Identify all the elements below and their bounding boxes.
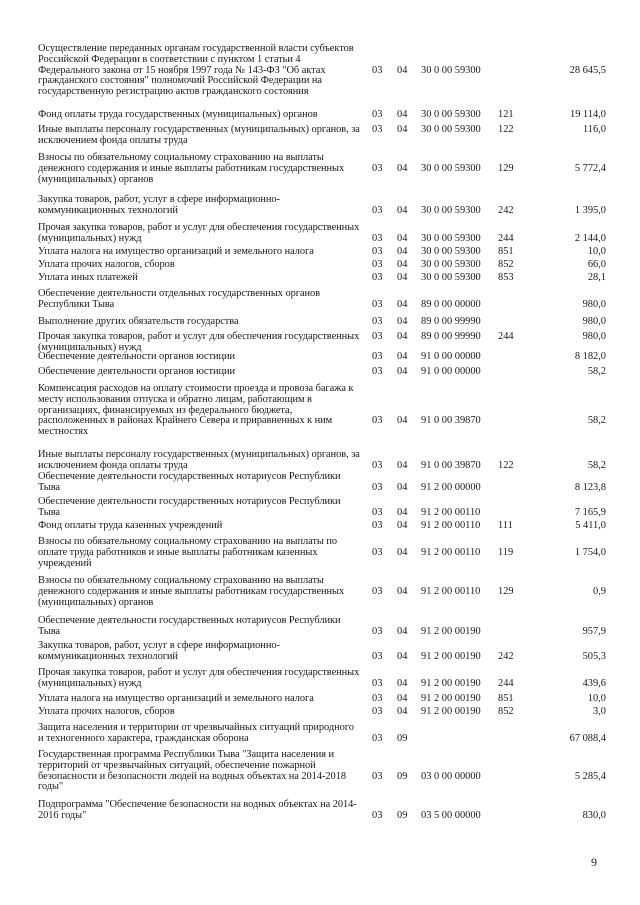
expense-type-code: 242 xyxy=(498,204,514,216)
row-name: Закупка товаров, работ, услуг в сфере информационно-коммуникационных технологий xyxy=(38,640,280,662)
amount: 439,6 xyxy=(582,677,606,689)
table-row xyxy=(0,260,640,271)
target-article-code: 30 0 00 59300 xyxy=(421,109,481,120)
row-name: Прочая закупка товаров, работ и услуг для обеспечения государственных (муниципальных) нужд xyxy=(38,222,360,244)
row-name: Взносы по обязательному социальному страхованию на выплаты денежного содержания и иные выплаты работникам государственных (муниципальных) органов xyxy=(38,575,345,608)
subsection-code: 04 xyxy=(397,298,408,310)
target-article-code: 91 2 00 00000 xyxy=(421,481,481,493)
subsection-code: 04 xyxy=(397,366,408,377)
row-name: Уплата прочих налогов, сборов xyxy=(38,259,175,270)
row-name: Обеспечение деятельности органов юстиции xyxy=(38,366,235,377)
row-name: Уплата прочих налогов, сборов xyxy=(38,706,175,717)
subsection-code: 04 xyxy=(397,109,408,120)
subsection-code: 04 xyxy=(397,677,408,689)
row-name: Компенсация расходов на оплату стоимости проезда и провоза багажа к месту использования отпуска и обратно лицам, работающим в организациях, финансируемых из федерального бюджета, расположенных в районах Крайнего Севера и приравненных к ним местностях xyxy=(38,383,354,438)
amount: 116,0 xyxy=(583,124,606,135)
section-code: 03 xyxy=(372,732,383,744)
row-name: Обеспечение деятельности государственных нотариусов Республики Тыва xyxy=(38,471,341,493)
expense-type-code: 129 xyxy=(498,162,514,174)
subsection-code: 04 xyxy=(397,64,408,76)
expense-type-code: 111 xyxy=(498,520,513,531)
row-name: Фонд оплаты труда казенных учреждений xyxy=(38,520,223,531)
expense-type-code: 122 xyxy=(498,124,514,135)
section-code: 03 xyxy=(372,109,383,120)
row-name: Обеспечение деятельности государственных нотариусов Республики Тыва xyxy=(38,496,341,518)
subsection-code: 04 xyxy=(397,693,408,704)
table-row xyxy=(0,723,640,745)
subsection-code: 04 xyxy=(397,520,408,531)
target-article-code: 30 0 00 59300 xyxy=(421,124,481,135)
row-name: Уплата налога на имущество организаций и земельного налога xyxy=(38,246,314,257)
table-row xyxy=(0,641,640,663)
table-row xyxy=(0,352,640,363)
page-number: 9 xyxy=(591,855,597,869)
section-code: 03 xyxy=(372,259,383,270)
row-name: Фонд оплаты труда государственных (муниципальных) органов xyxy=(38,109,318,120)
table-row xyxy=(0,497,640,519)
row-name: Выполнение других обязательств государства xyxy=(38,316,239,327)
amount: 1 754,0 xyxy=(574,546,606,558)
target-article-code: 91 0 00 00000 xyxy=(421,351,481,362)
table-row xyxy=(0,273,640,284)
amount: 19 114,0 xyxy=(570,109,606,120)
amount: 66,0 xyxy=(587,259,606,270)
section-code: 03 xyxy=(372,204,383,216)
table-row xyxy=(0,800,640,822)
table-row xyxy=(0,367,640,378)
section-code: 03 xyxy=(372,481,383,493)
amount: 8 123,8 xyxy=(574,481,606,493)
table-row xyxy=(0,537,640,569)
subsection-code: 04 xyxy=(397,546,408,558)
section-code: 03 xyxy=(372,706,383,717)
amount: 957,9 xyxy=(582,625,606,637)
amount: 1 395,0 xyxy=(574,204,606,216)
target-article-code: 91 2 00 00110 xyxy=(421,506,481,518)
row-name: Иные выплаты персоналу государственных (муниципальных) органов, за исключением фонда оплаты труда xyxy=(38,449,360,471)
section-code: 03 xyxy=(372,809,383,821)
target-article-code: 91 2 00 00190 xyxy=(421,625,481,637)
row-name: Прочая закупка товаров, работ и услуг для обеспечения государственных (муниципальных) нужд xyxy=(38,331,360,353)
table-row xyxy=(0,317,640,328)
subsection-code: 09 xyxy=(397,770,408,782)
section-code: 03 xyxy=(372,693,383,704)
subsection-code: 04 xyxy=(397,625,408,637)
table-row xyxy=(0,450,640,472)
table-row xyxy=(0,125,640,147)
expense-type-code: 851 xyxy=(498,693,514,704)
expense-type-code: 122 xyxy=(498,459,514,471)
amount: 5 285,4 xyxy=(574,770,606,782)
expense-type-code: 129 xyxy=(498,585,514,597)
table-row xyxy=(0,616,640,638)
expense-type-code: 244 xyxy=(498,677,514,689)
expense-type-code: 242 xyxy=(498,650,514,662)
subsection-code: 04 xyxy=(397,506,408,518)
subsection-code: 04 xyxy=(397,204,408,216)
table-row xyxy=(0,44,640,109)
amount: 10,0 xyxy=(587,693,606,704)
section-code: 03 xyxy=(372,520,383,531)
target-article-code: 91 2 00 00190 xyxy=(421,693,481,704)
amount: 58,2 xyxy=(587,459,606,471)
amount: 830,0 xyxy=(582,809,606,821)
amount: 67 088,4 xyxy=(569,732,606,744)
section-code: 03 xyxy=(372,366,383,377)
table-row xyxy=(0,694,640,705)
expense-type-code: 121 xyxy=(498,109,514,120)
table-row xyxy=(0,153,640,185)
section-code: 03 xyxy=(372,64,383,76)
target-article-code: 30 0 00 59300 xyxy=(421,162,481,174)
section-code: 03 xyxy=(372,272,383,283)
target-article-code: 30 0 00 59300 xyxy=(421,232,481,244)
row-name: Осуществление переданных органам государственной власти субъектов Российской Федерации в соответствии с пунктом 1 статьи 4 Федерального закона от 15 ноября 1997 года № 143-ФЗ "Об актах гражданского состояния" полномочий Российской Федерации на государственную регистрацию актов гражданского состояния xyxy=(38,43,354,98)
subsection-code: 04 xyxy=(397,706,408,717)
table-row xyxy=(0,384,640,449)
target-article-code: 03 0 00 00000 xyxy=(421,770,481,782)
target-article-code: 89 0 00 99990 xyxy=(421,316,481,327)
subsection-code: 04 xyxy=(397,459,408,471)
row-name: Обеспечение деятельности органов юстиции xyxy=(38,351,235,362)
subsection-code: 04 xyxy=(397,162,408,174)
table-row xyxy=(0,289,640,311)
amount: 28,1 xyxy=(587,272,606,283)
row-name: Обеспечение деятельности государственных нотариусов Республики Тыва xyxy=(38,615,341,637)
row-name: Прочая закупка товаров, работ и услуг для обеспечения государственных (муниципальных) нужд xyxy=(38,667,360,689)
section-code: 03 xyxy=(372,415,383,427)
target-article-code: 89 0 00 00000 xyxy=(421,298,481,310)
expense-type-code: 119 xyxy=(498,546,514,558)
subsection-code: 04 xyxy=(397,259,408,270)
target-article-code: 91 2 00 00110 xyxy=(421,520,481,531)
subsection-code: 09 xyxy=(397,732,408,744)
target-article-code: 03 5 00 00000 xyxy=(421,809,481,821)
expense-type-code: 244 xyxy=(498,232,514,244)
section-code: 03 xyxy=(372,316,383,327)
target-article-code: 91 0 00 39870 xyxy=(421,415,481,427)
table-row xyxy=(0,110,640,121)
target-article-code: 89 0 00 99990 xyxy=(421,331,481,342)
section-code: 03 xyxy=(372,677,383,689)
section-code: 03 xyxy=(372,546,383,558)
target-article-code: 91 0 00 39870 xyxy=(421,459,481,471)
table-row xyxy=(0,521,640,532)
expense-type-code: 852 xyxy=(498,259,514,270)
table-row xyxy=(0,472,640,494)
expense-type-code: 244 xyxy=(498,331,514,342)
row-name: Защита населения и территории от чрезвычайных ситуаций природного и техногенного характера, гражданская оборона xyxy=(38,722,354,744)
table-row xyxy=(0,576,640,608)
amount: 505,3 xyxy=(582,650,606,662)
section-code: 03 xyxy=(372,162,383,174)
table-row xyxy=(0,195,640,217)
subsection-code: 04 xyxy=(397,351,408,362)
row-name: Обеспечение деятельности отдельных государственных органов Республики Тыва xyxy=(38,288,321,310)
target-article-code: 30 0 00 59300 xyxy=(421,272,481,283)
amount: 980,0 xyxy=(582,298,606,310)
section-code: 03 xyxy=(372,331,383,342)
amount: 980,0 xyxy=(582,331,606,342)
amount: 980,0 xyxy=(582,316,606,327)
section-code: 03 xyxy=(372,124,383,135)
section-code: 03 xyxy=(372,770,383,782)
amount: 28 645,5 xyxy=(569,64,606,76)
amount: 0,9 xyxy=(593,585,606,597)
target-article-code: 30 0 00 59300 xyxy=(421,259,481,270)
table-row xyxy=(0,668,640,690)
subsection-code: 04 xyxy=(397,246,408,257)
subsection-code: 04 xyxy=(397,415,408,427)
table-row xyxy=(0,707,640,718)
target-article-code: 30 0 00 59300 xyxy=(421,204,481,216)
subsection-code: 04 xyxy=(397,481,408,493)
section-code: 03 xyxy=(372,650,383,662)
section-code: 03 xyxy=(372,625,383,637)
row-name: Уплата иных платежей xyxy=(38,272,138,283)
amount: 7 165,9 xyxy=(574,506,606,518)
subsection-code: 04 xyxy=(397,585,408,597)
amount: 5 411,0 xyxy=(575,520,606,531)
amount: 58,2 xyxy=(587,366,606,377)
table-row xyxy=(0,247,640,258)
target-article-code: 91 2 00 00190 xyxy=(421,677,481,689)
section-code: 03 xyxy=(372,298,383,310)
section-code: 03 xyxy=(372,506,383,518)
expense-type-code: 853 xyxy=(498,272,514,283)
section-code: 03 xyxy=(372,585,383,597)
section-code: 03 xyxy=(372,351,383,362)
subsection-code: 04 xyxy=(397,650,408,662)
subsection-code: 04 xyxy=(397,316,408,327)
subsection-code: 04 xyxy=(397,232,408,244)
row-name: Подпрограмма "Обеспечение безопасности на водных объектах на 2014-2016 годы" xyxy=(38,799,357,821)
target-article-code: 91 2 00 00110 xyxy=(421,546,481,558)
amount: 3,0 xyxy=(593,706,606,717)
target-article-code: 91 0 00 00000 xyxy=(421,366,481,377)
subsection-code: 04 xyxy=(397,124,408,135)
expense-type-code: 852 xyxy=(498,706,514,717)
row-name: Государственная программа Республики Тыва "Защита населения и территорий от чрезвычайных ситуаций, обеспечение пожарной безопасности и безопасности людей на водных объектах на 2014-2018 годы" xyxy=(38,749,346,793)
amount: 58,2 xyxy=(587,415,606,427)
target-article-code: 91 2 00 00110 xyxy=(421,585,481,597)
subsection-code: 04 xyxy=(397,272,408,283)
section-code: 03 xyxy=(372,232,383,244)
target-article-code: 91 2 00 00190 xyxy=(421,650,481,662)
section-code: 03 xyxy=(372,246,383,257)
subsection-code: 09 xyxy=(397,809,408,821)
row-name: Взносы по обязательному социальному страхованию на выплаты денежного содержания и иные выплаты работникам государственных (муниципальных) органов xyxy=(38,152,345,185)
row-name: Иные выплаты персоналу государственных (муниципальных) органов, за исключением фонда оплаты труда xyxy=(38,124,360,146)
row-name: Взносы по обязательному социальному страхованию на выплаты по оплате труда работников и иные выплаты работникам казенных учреждений xyxy=(38,536,338,569)
section-code: 03 xyxy=(372,459,383,471)
target-article-code: 30 0 00 59300 xyxy=(421,246,481,257)
subsection-code: 04 xyxy=(397,331,408,342)
row-name: Закупка товаров, работ, услуг в сфере информационно-коммуникационных технологий xyxy=(38,194,280,216)
amount: 5 772,4 xyxy=(574,162,606,174)
table-row xyxy=(0,750,640,793)
row-name: Уплата налога на имущество организаций и земельного налога xyxy=(38,693,314,704)
target-article-code: 30 0 00 59300 xyxy=(421,64,481,76)
expense-type-code: 851 xyxy=(498,246,514,257)
amount: 8 182,0 xyxy=(574,351,606,362)
amount: 2 144,0 xyxy=(574,232,606,244)
target-article-code: 91 2 00 00190 xyxy=(421,706,481,717)
amount: 10,0 xyxy=(587,246,606,257)
table-row xyxy=(0,223,640,245)
